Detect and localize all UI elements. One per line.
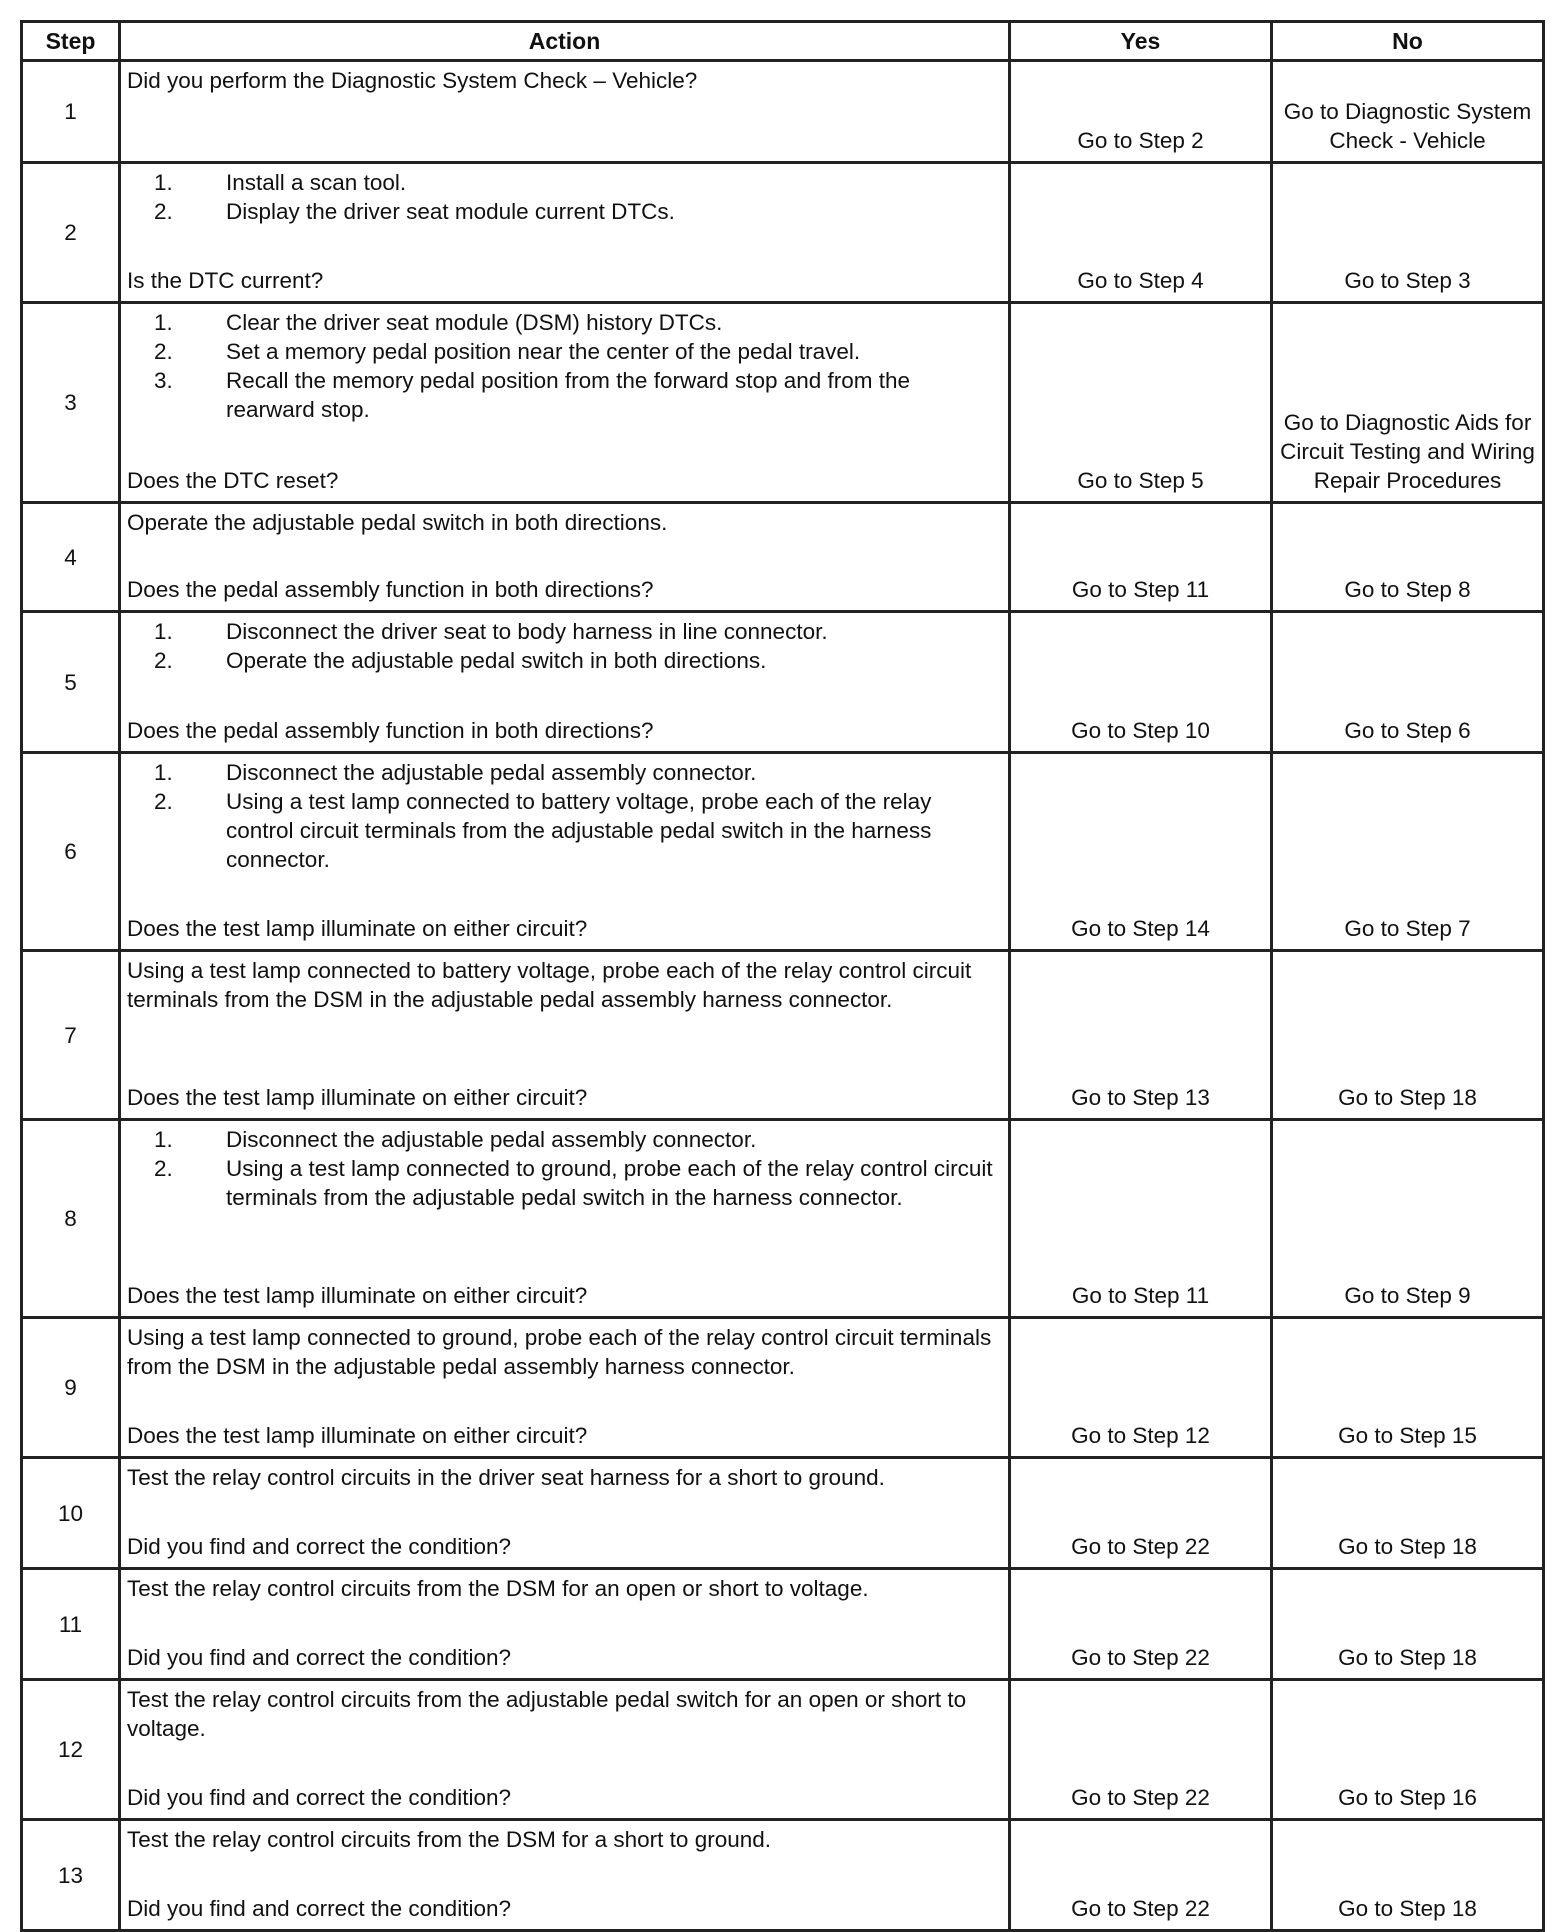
no-result: Go to Step 6 xyxy=(1272,612,1544,753)
step-number: 11 xyxy=(22,1569,120,1680)
no-result: Go to Step 7 xyxy=(1272,753,1544,951)
no-result: Go to Step 18 xyxy=(1272,1820,1544,1931)
yes-result: Go to Step 2 xyxy=(1010,61,1272,163)
action-question: Does the test lamp illuminate on either circuit? xyxy=(127,916,588,941)
action-question: Does the pedal assembly function in both directions? xyxy=(127,577,654,602)
diagnostic-table xyxy=(20,20,1545,1932)
table-row xyxy=(22,1680,1544,1820)
yes-result: Go to Step 10 xyxy=(1010,612,1272,753)
action-step-item: 2. Set a memory pedal position near the center of the pedal travel. xyxy=(179,337,1002,366)
yes-result: Go to Step 22 xyxy=(1010,1569,1272,1680)
table-row xyxy=(22,1318,1544,1458)
action-text: Using a test lamp connected to ground, probe each of the relay control circuit terminals from the DSM in the adjustable pedal assembly harness connector. xyxy=(127,1325,992,1379)
action-step-item: 1. Install a scan tool. xyxy=(179,168,1002,197)
action-steps-list xyxy=(127,308,1002,424)
no-result: Go to Diagnostic System Check - Vehicle xyxy=(1272,61,1544,163)
action-cell xyxy=(120,753,1010,951)
action-text: Test the relay control circuits in the driver seat harness for a short to ground. xyxy=(127,1465,885,1490)
yes-result: Go to Step 13 xyxy=(1010,951,1272,1120)
table-row xyxy=(22,753,1544,951)
header-step: Step xyxy=(22,22,120,61)
table-row xyxy=(22,1820,1544,1931)
action-steps-list xyxy=(127,1125,1002,1212)
action-step-item: 2. Using a test lamp connected to battery voltage, probe each of the relay control circuit terminals from the adjustable pedal switch in the harness connector. xyxy=(179,787,1002,874)
action-step-item: 1. Clear the driver seat module (DSM) history DTCs. xyxy=(179,308,1002,337)
action-step-item: 1. Disconnect the adjustable pedal assembly connector. xyxy=(179,1125,1002,1154)
action-step-item: 3. Recall the memory pedal position from the forward stop and from the rearward stop. xyxy=(179,366,1002,424)
table-row xyxy=(22,951,1544,1120)
action-question: Does the pedal assembly function in both directions? xyxy=(127,718,654,743)
step-number: 9 xyxy=(22,1318,120,1458)
no-result: Go to Step 15 xyxy=(1272,1318,1544,1458)
action-text: Test the relay control circuits from the adjustable pedal switch for an open or short to voltage. xyxy=(127,1687,967,1741)
table-row xyxy=(22,612,1544,753)
step-number: 3 xyxy=(22,303,120,503)
action-text: Test the relay control circuits from the DSM for an open or short to voltage. xyxy=(127,1576,869,1601)
table-row xyxy=(22,1569,1544,1680)
action-question: Does the test lamp illuminate on either circuit? xyxy=(127,1085,588,1110)
action-cell xyxy=(120,1318,1010,1458)
step-number: 7 xyxy=(22,951,120,1120)
action-cell xyxy=(120,1569,1010,1680)
header-yes: Yes xyxy=(1010,22,1272,61)
header-action: Action xyxy=(120,22,1010,61)
action-text: Operate the adjustable pedal switch in both directions. xyxy=(127,510,668,535)
no-result: Go to Diagnostic Aids for Circuit Testing and Wiring Repair Procedures xyxy=(1272,303,1544,503)
action-step-item: 2. Using a test lamp connected to ground, probe each of the relay control circuit terminals from the adjustable pedal switch in the harness connector. xyxy=(179,1154,1002,1212)
no-result: Go to Step 9 xyxy=(1272,1120,1544,1318)
action-text: Did you perform the Diagnostic System Check – Vehicle? xyxy=(127,68,698,93)
yes-result: Go to Step 22 xyxy=(1010,1680,1272,1820)
no-result: Go to Step 16 xyxy=(1272,1680,1544,1820)
step-number: 12 xyxy=(22,1680,120,1820)
yes-result: Go to Step 14 xyxy=(1010,753,1272,951)
header-no: No xyxy=(1272,22,1544,61)
yes-result: Go to Step 4 xyxy=(1010,163,1272,303)
action-cell xyxy=(120,1820,1010,1931)
yes-result: Go to Step 11 xyxy=(1010,503,1272,612)
yes-result: Go to Step 11 xyxy=(1010,1120,1272,1318)
table-header-row xyxy=(22,22,1544,61)
action-steps-list xyxy=(127,617,1002,675)
step-number: 5 xyxy=(22,612,120,753)
action-question: Did you find and correct the condition? xyxy=(127,1534,511,1559)
no-result: Go to Step 18 xyxy=(1272,1569,1544,1680)
yes-result: Go to Step 22 xyxy=(1010,1458,1272,1569)
action-question: Did you find and correct the condition? xyxy=(127,1785,511,1810)
action-cell xyxy=(120,612,1010,753)
table-row xyxy=(22,1458,1544,1569)
action-question: Does the test lamp illuminate on either circuit? xyxy=(127,1423,588,1448)
action-step-item: 1. Disconnect the driver seat to body harness in line connector. xyxy=(179,617,1002,646)
table-row xyxy=(22,503,1544,612)
yes-result: Go to Step 22 xyxy=(1010,1820,1272,1931)
action-cell xyxy=(120,951,1010,1120)
yes-result: Go to Step 12 xyxy=(1010,1318,1272,1458)
action-step-item: 2. Operate the adjustable pedal switch in both directions. xyxy=(179,646,1002,675)
action-cell xyxy=(120,163,1010,303)
action-question: Does the DTC reset? xyxy=(127,468,339,493)
table-row xyxy=(22,1120,1544,1318)
action-question: Did you find and correct the condition? xyxy=(127,1645,511,1670)
action-cell xyxy=(120,303,1010,503)
step-number: 1 xyxy=(22,61,120,163)
no-result: Go to Step 3 xyxy=(1272,163,1544,303)
action-steps-list xyxy=(127,758,1002,874)
action-step-item: 2. Display the driver seat module current DTCs. xyxy=(179,197,1002,226)
action-text: Using a test lamp connected to battery voltage, probe each of the relay control circuit terminals from the DSM in the adjustable pedal assembly harness connector. xyxy=(127,958,972,1012)
table-row xyxy=(22,303,1544,503)
step-number: 8 xyxy=(22,1120,120,1318)
no-result: Go to Step 18 xyxy=(1272,1458,1544,1569)
action-text: Test the relay control circuits from the DSM for a short to ground. xyxy=(127,1827,772,1852)
action-question: Is the DTC current? xyxy=(127,268,324,293)
action-cell xyxy=(120,1680,1010,1820)
step-number: 13 xyxy=(22,1820,120,1931)
no-result: Go to Step 8 xyxy=(1272,503,1544,612)
action-question: Did you find and correct the condition? xyxy=(127,1896,511,1921)
step-number: 4 xyxy=(22,503,120,612)
step-number: 10 xyxy=(22,1458,120,1569)
yes-result: Go to Step 5 xyxy=(1010,303,1272,503)
table-row xyxy=(22,163,1544,303)
action-cell xyxy=(120,503,1010,612)
table-body xyxy=(22,61,1544,1931)
action-step-item: 1. Disconnect the adjustable pedal assembly connector. xyxy=(179,758,1002,787)
action-question: Does the test lamp illuminate on either circuit? xyxy=(127,1283,588,1308)
action-steps-list xyxy=(127,168,1002,226)
no-result: Go to Step 18 xyxy=(1272,951,1544,1120)
action-cell xyxy=(120,1120,1010,1318)
action-cell xyxy=(120,1458,1010,1569)
step-number: 6 xyxy=(22,753,120,951)
table-row xyxy=(22,61,1544,163)
step-number: 2 xyxy=(22,163,120,303)
action-cell xyxy=(120,61,1010,163)
